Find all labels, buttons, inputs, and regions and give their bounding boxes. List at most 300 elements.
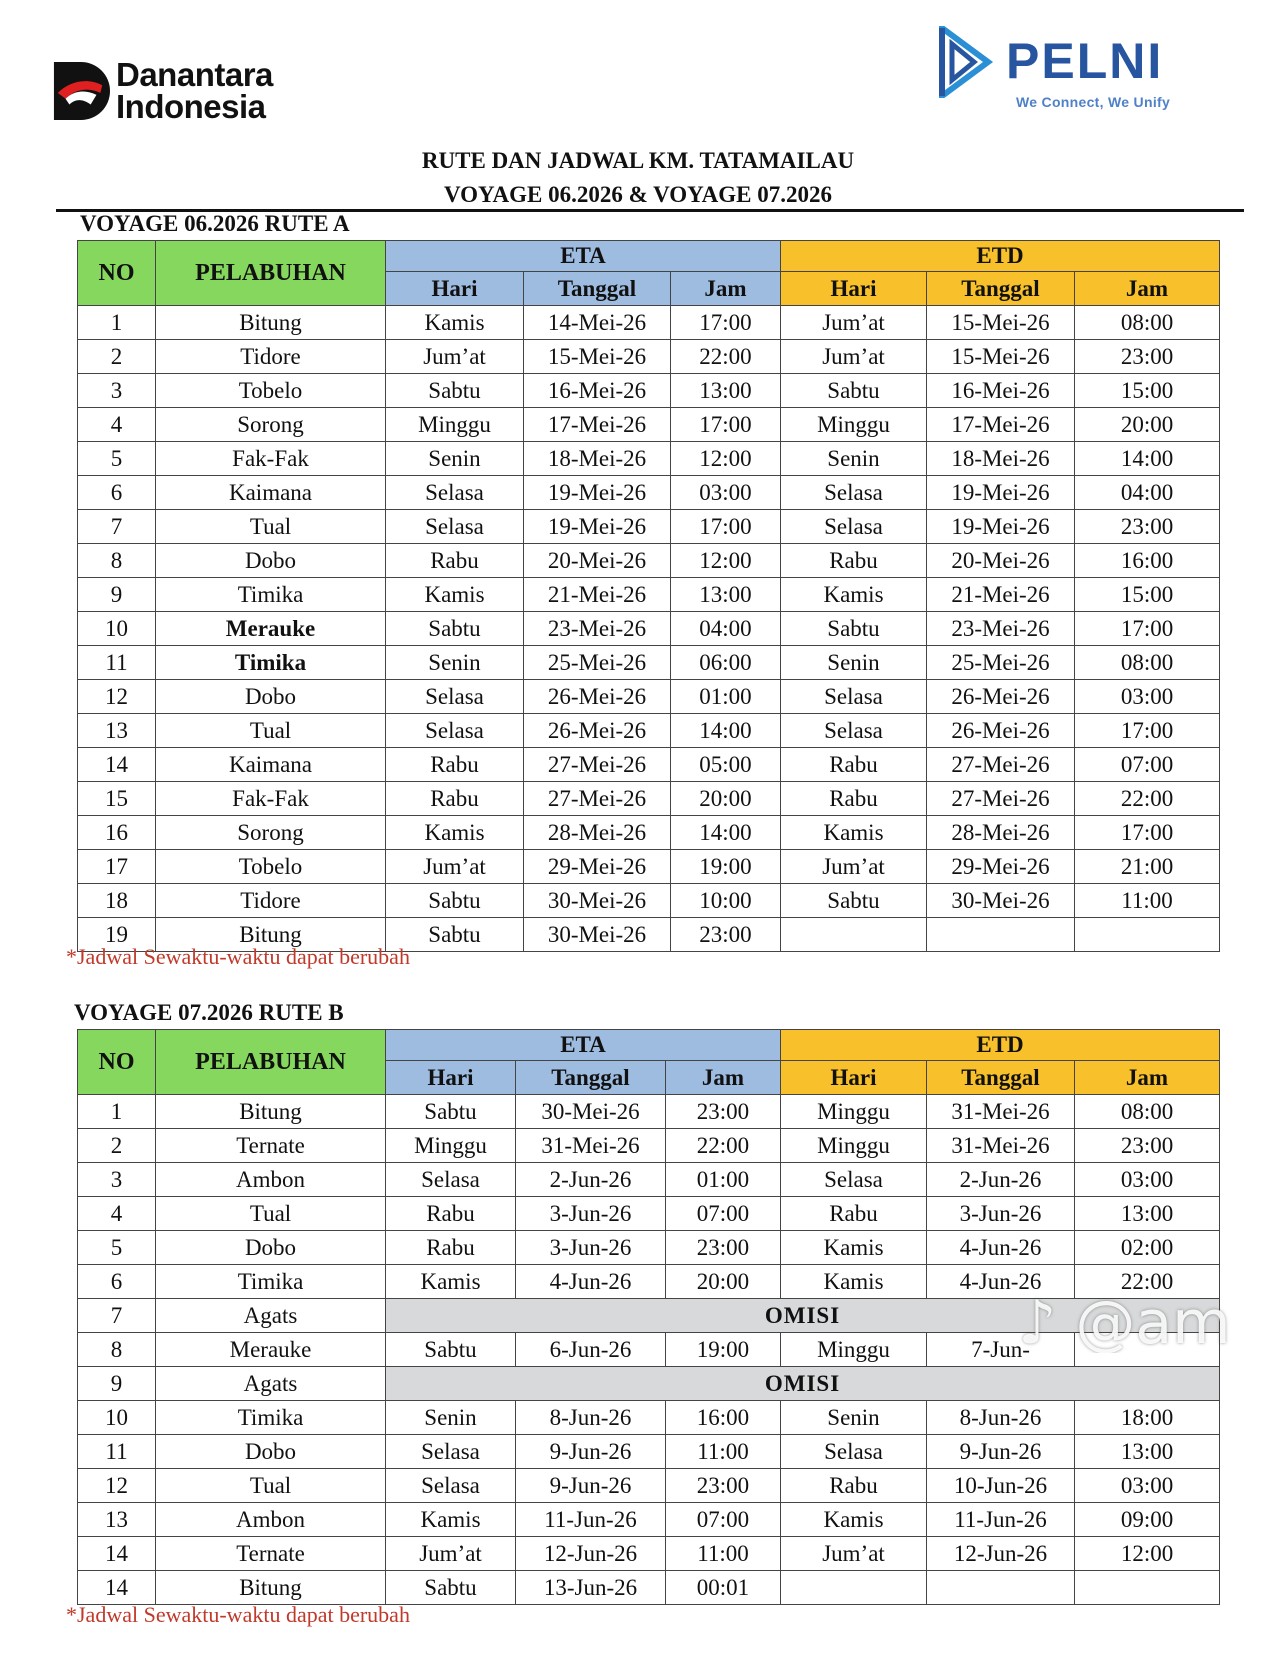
table-row [78, 1537, 1220, 1571]
eta-time: 22:00 [671, 340, 781, 374]
etd-date: 19-Mei-26 [927, 476, 1075, 510]
etd-time [1075, 918, 1220, 952]
header-no: NO [78, 241, 156, 306]
etd-day: Senin [781, 1401, 927, 1435]
header-eta-day: Hari [386, 272, 524, 306]
eta-time: 19:00 [671, 850, 781, 884]
etd-time: 08:00 [1075, 306, 1220, 340]
danantara-emblem-icon [52, 59, 110, 123]
eta-time: 07:00 [666, 1503, 781, 1537]
port-name: Bitung [156, 918, 386, 952]
table-row [78, 884, 1220, 918]
port-name: Tidore [156, 340, 386, 374]
etd-date: 2-Jun-26 [927, 1163, 1075, 1197]
port-name: Kaimana [156, 748, 386, 782]
eta-day: Sabtu [386, 918, 524, 952]
port-name: Ambon [156, 1163, 386, 1197]
eta-day: Senin [386, 646, 524, 680]
table-row [78, 612, 1220, 646]
eta-time: 01:00 [671, 680, 781, 714]
etd-time: 03:00 [1075, 1163, 1220, 1197]
eta-day: Selasa [386, 1469, 516, 1503]
port-name: Sorong [156, 408, 386, 442]
eta-day: Selasa [386, 680, 524, 714]
port-name: Merauke [156, 1333, 386, 1367]
etd-date: 12-Jun-26 [927, 1537, 1075, 1571]
eta-time: 13:00 [671, 578, 781, 612]
eta-date: 27-Mei-26 [524, 782, 671, 816]
etd-day: Kamis [781, 816, 927, 850]
row-number: 4 [78, 1197, 156, 1231]
eta-date: 26-Mei-26 [524, 680, 671, 714]
etd-date: 16-Mei-26 [927, 374, 1075, 408]
port-name: Dobo [156, 1231, 386, 1265]
etd-date: 29-Mei-26 [927, 850, 1075, 884]
row-number: 2 [78, 340, 156, 374]
row-number: 8 [78, 1333, 156, 1367]
etd-day: Minggu [781, 1095, 927, 1129]
etd-day: Selasa [781, 510, 927, 544]
etd-time: 12:00 [1075, 1537, 1220, 1571]
row-number: 2 [78, 1129, 156, 1163]
eta-time: 23:00 [666, 1095, 781, 1129]
etd-day: Rabu [781, 1197, 927, 1231]
eta-day: Jum’at [386, 1537, 516, 1571]
eta-date: 23-Mei-26 [524, 612, 671, 646]
etd-time: 13:00 [1075, 1197, 1220, 1231]
table-row [78, 748, 1220, 782]
eta-day: Selasa [386, 476, 524, 510]
eta-time: 01:00 [666, 1163, 781, 1197]
row-number: 13 [78, 714, 156, 748]
eta-date: 2-Jun-26 [516, 1163, 666, 1197]
etd-date: 27-Mei-26 [927, 748, 1075, 782]
danantara-logo-line2: Indonesia [116, 88, 266, 125]
etd-date: 8-Jun-26 [927, 1401, 1075, 1435]
pelni-logo-tagline: We Connect, We Unify [1016, 94, 1171, 110]
etd-date: 28-Mei-26 [927, 816, 1075, 850]
row-number: 13 [78, 1503, 156, 1537]
eta-date: 4-Jun-26 [516, 1265, 666, 1299]
etd-date: 11-Jun-26 [927, 1503, 1075, 1537]
etd-time: 07:00 [1075, 748, 1220, 782]
document-title [0, 144, 1276, 212]
eta-time: 16:00 [666, 1401, 781, 1435]
eta-time: 00:01 [666, 1571, 781, 1605]
table-row [78, 476, 1220, 510]
eta-date: 18-Mei-26 [524, 442, 671, 476]
row-number: 14 [78, 1571, 156, 1605]
eta-day: Kamis [386, 816, 524, 850]
eta-date: 31-Mei-26 [516, 1129, 666, 1163]
etd-day: Selasa [781, 714, 927, 748]
row-number: 12 [78, 680, 156, 714]
eta-day: Rabu [386, 1231, 516, 1265]
etd-time: 20:00 [1075, 408, 1220, 442]
port-name: Dobo [156, 680, 386, 714]
eta-day: Senin [386, 442, 524, 476]
etd-day: Rabu [781, 748, 927, 782]
etd-date: 7-Jun- [927, 1333, 1075, 1367]
table-row [78, 816, 1220, 850]
etd-date: 21-Mei-26 [927, 578, 1075, 612]
etd-date: 20-Mei-26 [927, 544, 1075, 578]
table-row [78, 850, 1220, 884]
table-row [78, 1163, 1220, 1197]
etd-day: Senin [781, 442, 927, 476]
etd-date: 17-Mei-26 [927, 408, 1075, 442]
voyage-b-label: VOYAGE 07.2026 RUTE B [74, 1000, 344, 1025]
row-number: 19 [78, 918, 156, 952]
header-etd: ETD [781, 241, 1220, 272]
row-number: 7 [78, 1299, 156, 1333]
etd-day: Kamis [781, 578, 927, 612]
eta-time: 12:00 [671, 544, 781, 578]
pelni-arrow-icon [938, 26, 996, 98]
row-number: 7 [78, 510, 156, 544]
etd-date: 23-Mei-26 [927, 612, 1075, 646]
etd-day: Selasa [781, 1163, 927, 1197]
eta-time: 23:00 [666, 1469, 781, 1503]
table-row [78, 442, 1220, 476]
header-etd-date: Tanggal [927, 272, 1075, 306]
etd-date: 19-Mei-26 [927, 510, 1075, 544]
eta-date: 21-Mei-26 [524, 578, 671, 612]
etd-date: 15-Mei-26 [927, 306, 1075, 340]
etd-day: Jum’at [781, 306, 927, 340]
port-name: Tual [156, 1469, 386, 1503]
eta-day: Rabu [386, 782, 524, 816]
voyage-a-schedule-table [77, 240, 1220, 952]
eta-day: Selasa [386, 1435, 516, 1469]
eta-date: 25-Mei-26 [524, 646, 671, 680]
etd-day: Minggu [781, 1333, 927, 1367]
eta-date: 3-Jun-26 [516, 1231, 666, 1265]
eta-time: 10:00 [671, 884, 781, 918]
table-row [78, 1231, 1220, 1265]
port-name: Tobelo [156, 374, 386, 408]
etd-day: Senin [781, 646, 927, 680]
port-name: Agats [156, 1299, 386, 1333]
table-row [78, 510, 1220, 544]
eta-day: Minggu [386, 1129, 516, 1163]
header-port: PELABUHAN [156, 241, 386, 306]
eta-date: 30-Mei-26 [524, 884, 671, 918]
port-name: Tual [156, 1197, 386, 1231]
eta-date: 9-Jun-26 [516, 1435, 666, 1469]
table-row [78, 1129, 1220, 1163]
etd-date: 26-Mei-26 [927, 714, 1075, 748]
eta-time: 20:00 [666, 1265, 781, 1299]
port-name: Merauke [156, 612, 386, 646]
header-eta-date: Tanggal [516, 1061, 666, 1095]
etd-day: Minggu [781, 408, 927, 442]
row-number: 15 [78, 782, 156, 816]
etd-date: 15-Mei-26 [927, 340, 1075, 374]
port-name: Tual [156, 714, 386, 748]
port-name: Dobo [156, 544, 386, 578]
port-name: Bitung [156, 306, 386, 340]
etd-day: Minggu [781, 1129, 927, 1163]
row-number: 16 [78, 816, 156, 850]
title-line-1: RUTE DAN JADWAL KM. TATAMAILAU [421, 148, 855, 173]
etd-day [781, 918, 927, 952]
eta-time: 23:00 [671, 918, 781, 952]
voyage-b-note: *Jadwal Sewaktu-waktu dapat berubah [66, 1602, 410, 1627]
eta-date: 28-Mei-26 [524, 816, 671, 850]
eta-day: Selasa [386, 714, 524, 748]
eta-time: 14:00 [671, 714, 781, 748]
eta-date: 20-Mei-26 [524, 544, 671, 578]
etd-date: 30-Mei-26 [927, 884, 1075, 918]
etd-time: 23:00 [1075, 1129, 1220, 1163]
port-name: Bitung [156, 1571, 386, 1605]
etd-time: 04:00 [1075, 476, 1220, 510]
row-number: 4 [78, 408, 156, 442]
eta-time: 17:00 [671, 306, 781, 340]
etd-date [927, 1571, 1075, 1605]
etd-time: 03:00 [1075, 1469, 1220, 1503]
table-row [78, 544, 1220, 578]
etd-day: Jum’at [781, 850, 927, 884]
port-name: Ambon [156, 1503, 386, 1537]
row-number: 11 [78, 1435, 156, 1469]
table-row [78, 680, 1220, 714]
port-name: Fak-Fak [156, 782, 386, 816]
etd-day: Kamis [781, 1265, 927, 1299]
etd-day: Kamis [781, 1503, 927, 1537]
eta-day: Sabtu [386, 884, 524, 918]
etd-date: 31-Mei-26 [927, 1129, 1075, 1163]
row-number: 12 [78, 1469, 156, 1503]
etd-time: 23:00 [1075, 510, 1220, 544]
port-name: Timika [156, 1401, 386, 1435]
eta-day: Kamis [386, 306, 524, 340]
header-eta-day: Hari [386, 1061, 516, 1095]
eta-date: 13-Jun-26 [516, 1571, 666, 1605]
etd-day: Sabtu [781, 612, 927, 646]
eta-day: Rabu [386, 748, 524, 782]
eta-day: Sabtu [386, 1095, 516, 1129]
header-port: PELABUHAN [156, 1030, 386, 1095]
etd-day [781, 1571, 927, 1605]
row-number: 6 [78, 1265, 156, 1299]
row-number: 1 [78, 1095, 156, 1129]
row-number: 8 [78, 544, 156, 578]
voyage-a-note: *Jadwal Sewaktu-waktu dapat berubah [66, 944, 410, 969]
header-eta: ETA [386, 1030, 781, 1061]
eta-time: 20:00 [671, 782, 781, 816]
row-number: 10 [78, 1401, 156, 1435]
header-etd-time: Jam [1075, 1061, 1220, 1095]
pelni-logo [938, 26, 1198, 116]
etd-time: 02:00 [1075, 1231, 1220, 1265]
eta-time: 11:00 [666, 1435, 781, 1469]
eta-date: 19-Mei-26 [524, 476, 671, 510]
eta-time: 11:00 [666, 1537, 781, 1571]
eta-date: 8-Jun-26 [516, 1401, 666, 1435]
header-eta-date: Tanggal [524, 272, 671, 306]
row-number: 11 [78, 646, 156, 680]
eta-day: Rabu [386, 544, 524, 578]
header-etd: ETD [781, 1030, 1220, 1061]
row-number: 3 [78, 1163, 156, 1197]
eta-time: 05:00 [671, 748, 781, 782]
table-row [78, 782, 1220, 816]
eta-day: Selasa [386, 510, 524, 544]
port-name: Kaimana [156, 476, 386, 510]
etd-time: 08:00 [1075, 1095, 1220, 1129]
etd-time [1075, 1571, 1220, 1605]
eta-date: 3-Jun-26 [516, 1197, 666, 1231]
row-number: 10 [78, 612, 156, 646]
etd-day: Selasa [781, 476, 927, 510]
eta-time: 17:00 [671, 510, 781, 544]
danantara-logo [52, 55, 312, 127]
table-row [78, 1197, 1220, 1231]
eta-day: Kamis [386, 1503, 516, 1537]
etd-day: Selasa [781, 680, 927, 714]
eta-time: 13:00 [671, 374, 781, 408]
etd-day: Rabu [781, 782, 927, 816]
table-row [78, 578, 1220, 612]
eta-time: 17:00 [671, 408, 781, 442]
port-name: Bitung [156, 1095, 386, 1129]
etd-day: Jum’at [781, 340, 927, 374]
eta-day: Rabu [386, 1197, 516, 1231]
eta-date: 17-Mei-26 [524, 408, 671, 442]
eta-time: 22:00 [666, 1129, 781, 1163]
etd-time: 17:00 [1075, 816, 1220, 850]
eta-day: Sabtu [386, 374, 524, 408]
eta-day: Jum’at [386, 850, 524, 884]
row-number: 17 [78, 850, 156, 884]
etd-time: 22:00 [1075, 1265, 1220, 1299]
port-name: Timika [156, 578, 386, 612]
port-name: Dobo [156, 1435, 386, 1469]
eta-day: Jum’at [386, 340, 524, 374]
omisi-label: OMISI [386, 1367, 1220, 1401]
etd-date: 3-Jun-26 [927, 1197, 1075, 1231]
eta-date: 26-Mei-26 [524, 714, 671, 748]
pelni-logo-name: PELNI [1006, 33, 1164, 89]
eta-date: 11-Jun-26 [516, 1503, 666, 1537]
etd-time: 09:00 [1075, 1503, 1220, 1537]
table-row [78, 408, 1220, 442]
eta-date: 19-Mei-26 [524, 510, 671, 544]
etd-time: 15:00 [1075, 578, 1220, 612]
eta-date: 6-Jun-26 [516, 1333, 666, 1367]
port-name: Ternate [156, 1537, 386, 1571]
etd-day: Rabu [781, 1469, 927, 1503]
etd-time: 13:00 [1075, 1435, 1220, 1469]
etd-date: 18-Mei-26 [927, 442, 1075, 476]
tiktok-watermark-icon: ♪ @am [1018, 1293, 1231, 1353]
header-etd-date: Tanggal [927, 1061, 1075, 1095]
eta-time: 12:00 [671, 442, 781, 476]
port-name: Tidore [156, 884, 386, 918]
voyage-a-rows [78, 306, 1220, 952]
table-row [78, 306, 1220, 340]
eta-date: 16-Mei-26 [524, 374, 671, 408]
row-number: 5 [78, 442, 156, 476]
row-number: 14 [78, 1537, 156, 1571]
row-number: 14 [78, 748, 156, 782]
row-number: 1 [78, 306, 156, 340]
etd-time: 18:00 [1075, 1401, 1220, 1435]
etd-time: 11:00 [1075, 884, 1220, 918]
danantara-logo-line1: Danantara [116, 56, 273, 93]
eta-time: 07:00 [666, 1197, 781, 1231]
header-eta: ETA [386, 241, 781, 272]
etd-day: Selasa [781, 1435, 927, 1469]
table-row [78, 646, 1220, 680]
etd-time: 17:00 [1075, 612, 1220, 646]
port-name: Tual [156, 510, 386, 544]
eta-date: 30-Mei-26 [524, 918, 671, 952]
omisi-label: OMISI [386, 1299, 1220, 1333]
table-row [78, 1367, 1220, 1401]
etd-time: 16:00 [1075, 544, 1220, 578]
etd-time: 14:00 [1075, 442, 1220, 476]
eta-time: 03:00 [671, 476, 781, 510]
voyage-a-label: VOYAGE 06.2026 RUTE A [80, 211, 350, 236]
eta-time: 19:00 [666, 1333, 781, 1367]
eta-time: 04:00 [671, 612, 781, 646]
etd-time: 17:00 [1075, 714, 1220, 748]
row-number: 6 [78, 476, 156, 510]
etd-day: Sabtu [781, 884, 927, 918]
header-etd-day: Hari [781, 272, 927, 306]
table-row [78, 1571, 1220, 1605]
row-number: 9 [78, 1367, 156, 1401]
table-row [78, 1469, 1220, 1503]
eta-time: 06:00 [671, 646, 781, 680]
eta-day: Kamis [386, 1265, 516, 1299]
eta-date: 12-Jun-26 [516, 1537, 666, 1571]
etd-date: 10-Jun-26 [927, 1469, 1075, 1503]
header-eta-time: Jam [666, 1061, 781, 1095]
eta-date: 30-Mei-26 [516, 1095, 666, 1129]
etd-time: 23:00 [1075, 340, 1220, 374]
etd-date: 26-Mei-26 [927, 680, 1075, 714]
etd-date [927, 918, 1075, 952]
eta-day: Sabtu [386, 612, 524, 646]
eta-day: Sabtu [386, 1333, 516, 1367]
port-name: Agats [156, 1367, 386, 1401]
etd-time: 15:00 [1075, 374, 1220, 408]
eta-date: 15-Mei-26 [524, 340, 671, 374]
eta-day: Kamis [386, 578, 524, 612]
header-eta-time: Jam [671, 272, 781, 306]
eta-day: Selasa [386, 1163, 516, 1197]
etd-time: 03:00 [1075, 680, 1220, 714]
etd-date: 27-Mei-26 [927, 782, 1075, 816]
row-number: 5 [78, 1231, 156, 1265]
etd-time: 22:00 [1075, 782, 1220, 816]
header-etd-time: Jam [1075, 272, 1220, 306]
eta-day: Sabtu [386, 1571, 516, 1605]
row-number: 18 [78, 884, 156, 918]
header-no: NO [78, 1030, 156, 1095]
etd-day: Kamis [781, 1231, 927, 1265]
table-row [78, 1401, 1220, 1435]
port-name: Fak-Fak [156, 442, 386, 476]
row-number: 3 [78, 374, 156, 408]
port-name: Ternate [156, 1129, 386, 1163]
eta-date: 9-Jun-26 [516, 1469, 666, 1503]
eta-time: 23:00 [666, 1231, 781, 1265]
